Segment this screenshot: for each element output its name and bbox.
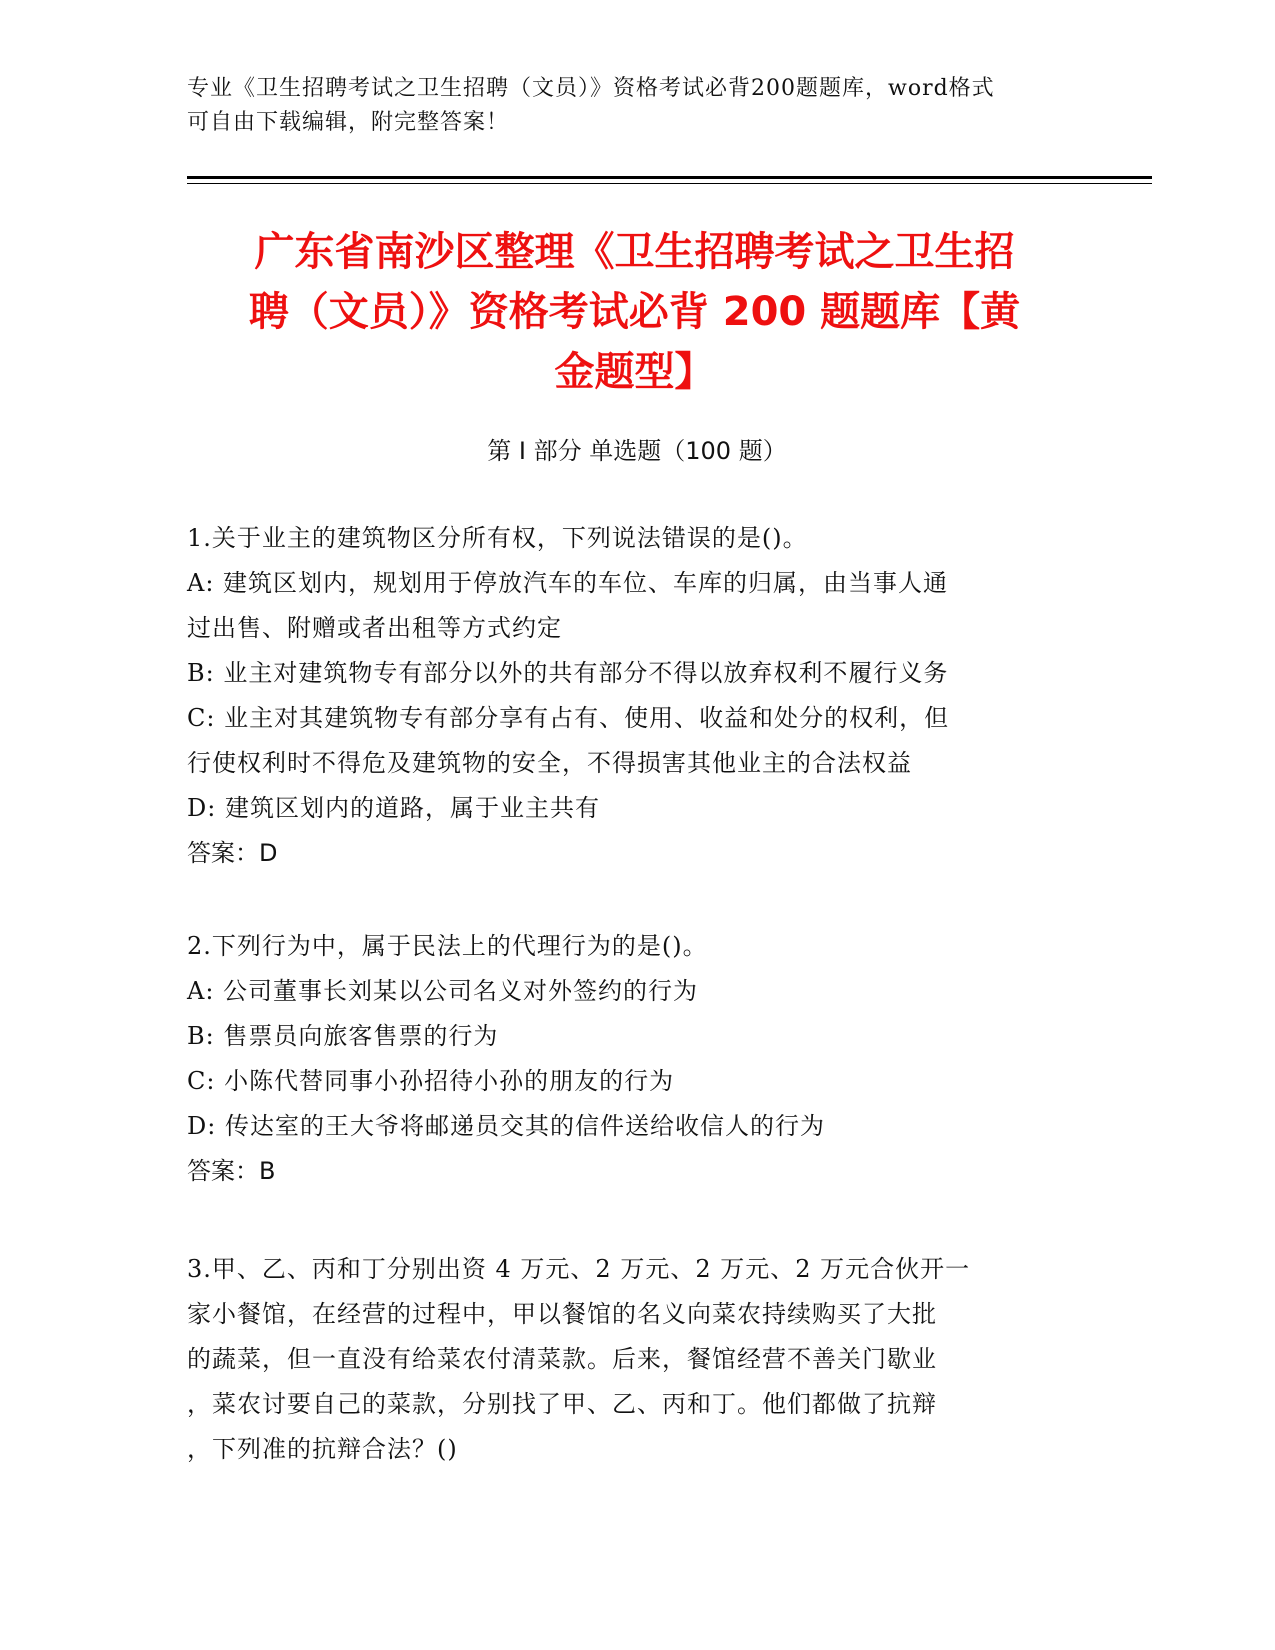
question-stem-line: 的蔬菜，但一直没有给菜农付清菜款。后来，餐馆经营不善关门歇业 — [187, 1345, 937, 1373]
question-stem-line: 家小餐馆，在经营的过程中，甲以餐馆的名义向菜农持续购买了大批 — [187, 1300, 937, 1328]
option-c: C: 小陈代替同事小孙招待小孙的朋友的行为 — [187, 1067, 675, 1095]
header-note-line: 专业《卫生招聘考试之卫生招聘（文员）》资格考试必背200题题库，word格式 — [187, 76, 995, 101]
question-2 — [187, 924, 1067, 1194]
title-line: 金题型】 — [554, 349, 715, 395]
question-stem: 2.下列行为中，属于民法上的代理行为的是()。 — [187, 932, 708, 960]
option-a-continued: 过出售、附赠或者出租等方式约定 — [187, 614, 562, 642]
option-c-continued: 行使权利时不得危及建筑物的安全，不得损害其他业主的合法权益 — [187, 749, 912, 777]
question-stem-line: ，菜农讨要自己的菜款，分别找了甲、乙、丙和丁。他们都做了抗辩 — [187, 1390, 937, 1418]
document-title — [187, 222, 1082, 402]
question-stem-line: ，下列准的抗辩合法？() — [187, 1435, 458, 1463]
title-line: 聘（文员）》资格考试必背 200 题题库【黄 — [248, 289, 1021, 335]
option-c: C: 业主对其建筑物专有部分享有占有、使用、收益和处分的权利，但 — [187, 704, 950, 732]
question-3 — [187, 1247, 1067, 1472]
option-b: B: 售票员向旅客售票的行为 — [187, 1022, 499, 1050]
answer: 答案：D — [187, 839, 278, 867]
option-a: A: 建筑区划内，规划用于停放汽车的车位、车库的归属，由当事人通 — [187, 569, 949, 597]
option-d: D: 传达室的王大爷将邮递员交其的信件送给收信人的行为 — [187, 1112, 825, 1140]
header-divider-thick — [187, 176, 1152, 179]
question-1 — [187, 516, 1067, 876]
option-a: A: 公司董事长刘某以公司名义对外签约的行为 — [187, 977, 699, 1005]
header-note-line: 可自由下载编辑，附完整答案！ — [187, 110, 510, 135]
question-stem: 1.关于业主的建筑物区分所有权，下列说法错误的是()。 — [187, 524, 808, 552]
header-note — [187, 72, 1057, 140]
title-line: 广东省南沙区整理《卫生招聘考试之卫生招 — [254, 229, 1015, 275]
option-d: D: 建筑区划内的道路，属于业主共有 — [187, 794, 600, 822]
section-heading: 第 I 部分 单选题（100 题） — [487, 437, 787, 465]
option-b: B: 业主对建筑物专有部分以外的共有部分不得以放弃权利不履行义务 — [187, 659, 949, 687]
header-divider-thin — [187, 183, 1152, 184]
question-stem-line: 3.甲、乙、丙和丁分别出资 4 万元、2 万元、2 万元、2 万元合伙开一 — [187, 1255, 971, 1283]
answer: 答案：B — [187, 1157, 276, 1185]
